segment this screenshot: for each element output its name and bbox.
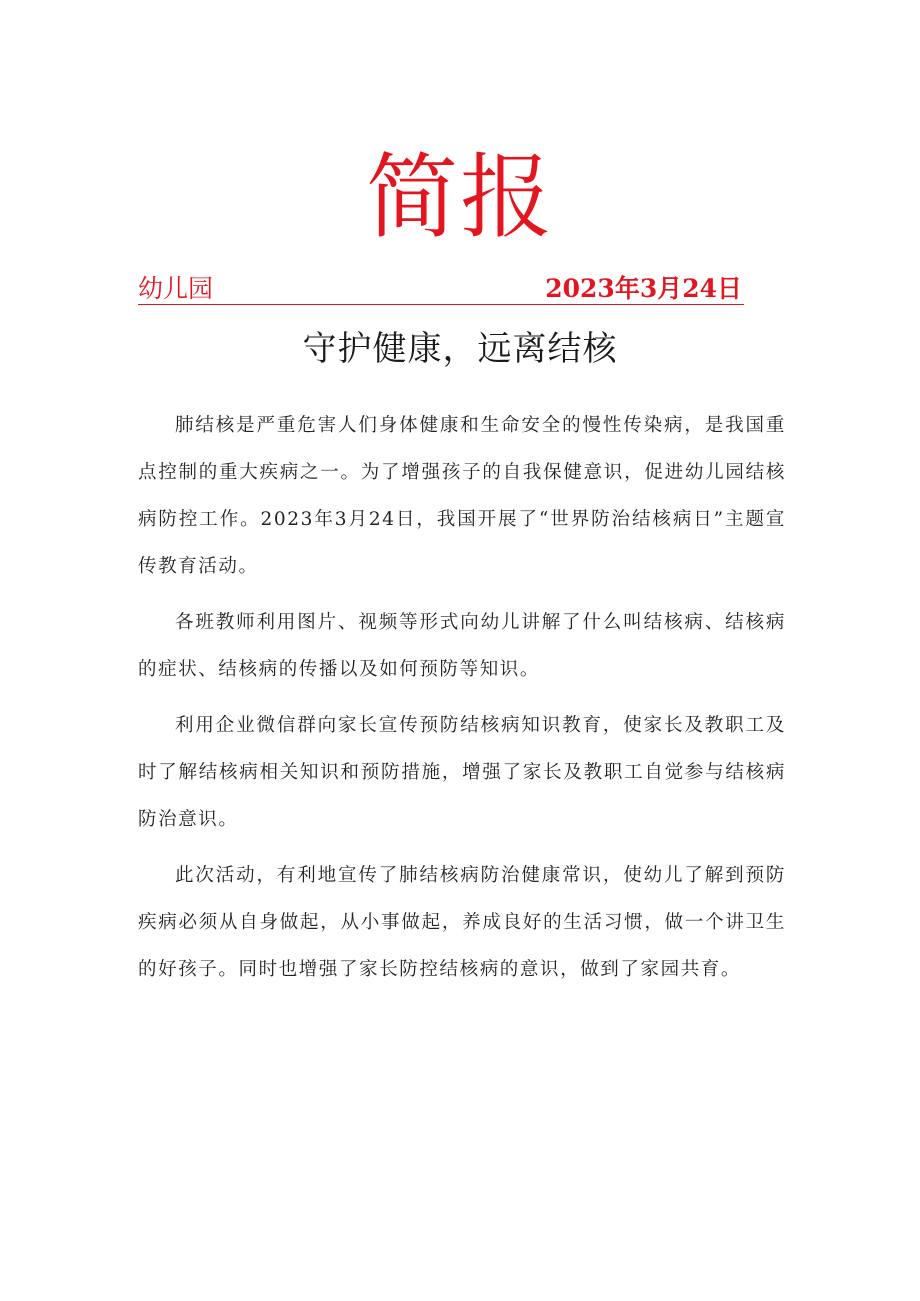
masthead-title: 简报: [365, 144, 554, 251]
article-body: [138, 402, 786, 1002]
issue-info-bar: [138, 272, 744, 305]
article-paragraph-2: 各班教师利用图片、视频等形式向幼儿讲解了什么叫结核病、结核病的症状、结核病的传播以及如何预防等知识。: [138, 612, 786, 680]
article-paragraph-3: 利用企业微信群向家长宣传预防结核病知识教育，使家长及教职工及时了解结核病相关知识和预防措施，增强了家长及教职工自觉参与结核病防治意识。: [138, 715, 786, 830]
issue-organization: 幼儿园: [138, 274, 214, 303]
issue-date: 2023年3月24日: [545, 274, 742, 303]
article-paragraph-1: 肺结核是严重危害人们身体健康和生命安全的慢性传染病，是我国重点控制的重大疾病之一。为了增强孩子的自我保健意识，促进幼儿园结核病防控工作。2023年3月24日，我国开展了“世界防治结核病日”主题宣传教育活动。: [138, 415, 786, 577]
article-headline: 守护健康，远离结核: [302, 329, 618, 369]
article-paragraph-4: 此次活动，有利地宣传了肺结核病防治健康常识，使幼儿了解到预防疾病必须从自身做起，从小事做起，养成良好的生活习惯，做一个讲卫生的好孩子。同时也增强了家长防控结核病的意识，做到了家园共育。: [138, 865, 786, 980]
